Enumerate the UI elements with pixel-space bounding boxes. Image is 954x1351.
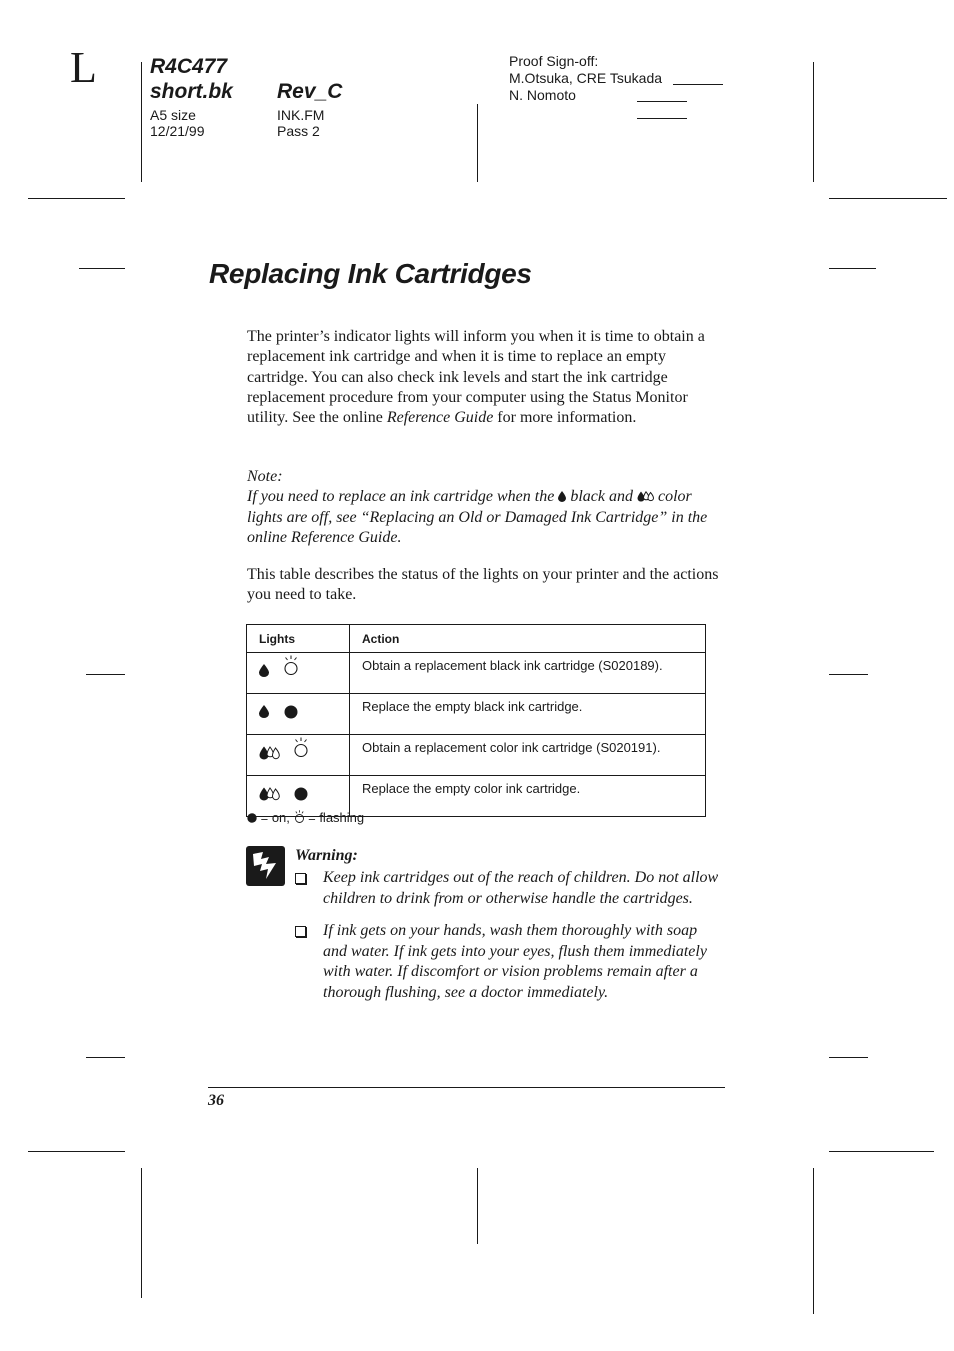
crop-mark — [829, 1057, 868, 1058]
action-column-header: Action — [350, 625, 706, 653]
chapter-letter: L — [70, 43, 97, 92]
flashing-light-icon — [283, 655, 299, 675]
note-block — [247, 467, 727, 548]
warning-item: If ink gets on your hands, wash them thoroughly with soap and water. If ink gets into your eyes, flush them immediately with water. If discomfort or vision problems remain after a thorough flushing, see a doctor immediately. — [323, 922, 707, 1001]
action-cell: Obtain a replacement black ink cartridge (S020189). — [350, 653, 706, 694]
intro-paragraph — [247, 327, 727, 428]
legend-flashing-text: = flashing — [304, 810, 365, 825]
lights-status-table — [246, 624, 706, 817]
crop-mark — [477, 104, 478, 182]
signature-line — [637, 118, 687, 119]
page-size: A5 size — [150, 107, 196, 123]
crop-mark — [86, 674, 125, 675]
footer-rule — [208, 1087, 725, 1088]
proof-signer-1: M.Otsuka, CRE Tsukada — [509, 70, 663, 86]
crop-mark — [813, 62, 814, 182]
page-title: Replacing Ink Cartridges — [209, 258, 532, 289]
crop-mark — [28, 198, 125, 199]
note-body — [247, 487, 727, 548]
crop-mark — [829, 198, 947, 199]
table-intro: This table describes the status of the lights on your printer and the actions you need to take. — [247, 566, 719, 604]
legend-on-text: = on, — [257, 810, 294, 825]
black-drop-icon — [558, 491, 566, 502]
lights-cell — [247, 735, 350, 776]
crop-mark — [829, 268, 876, 269]
reference-guide-emphasis: Reference Guide — [386, 409, 494, 427]
page-number: 36 — [208, 1092, 224, 1109]
proof-title: Proof Sign-off: — [509, 53, 599, 69]
signature-line — [637, 101, 687, 102]
color-drops-icon — [637, 491, 654, 502]
doc-date: 12/21/99 — [150, 123, 205, 139]
crop-mark — [79, 268, 125, 269]
action-cell: Replace the empty color ink cartridge. — [350, 776, 706, 817]
intro-text: The printer’s indicator lights will inform you when it is time to obtain a replacement ink cartridge and when it is time to replace an empty cartridge. You can also check ink levels and start the ink cartridge replacement procedure from your computer using the Status Monitor utility. See the online — [247, 328, 705, 427]
intro-text-end: for more information. — [493, 409, 637, 427]
crop-mark — [477, 1168, 478, 1244]
revision: Rev_C — [277, 80, 343, 103]
crop-mark — [28, 1151, 125, 1152]
action-cell: Obtain a replacement color ink cartridge (S020191). — [350, 735, 706, 776]
crop-mark — [141, 1168, 142, 1298]
file-name: INK.FM — [277, 107, 325, 123]
warning-item: Keep ink cartridges out of the reach of children. Do not allow children to drink from or otherwise handle the cartridges. — [323, 869, 719, 907]
doc-code: R4C477 — [150, 55, 228, 78]
note-text: black and — [566, 488, 637, 506]
warning-label: Warning: — [295, 847, 358, 864]
pass-number: Pass 2 — [277, 123, 320, 139]
crop-mark — [813, 1168, 814, 1314]
table-row — [247, 735, 706, 776]
bullet-box-icon — [295, 926, 306, 937]
flashing-light-icon — [293, 737, 309, 757]
lights-column-header: Lights — [247, 625, 350, 653]
lights-cell — [247, 653, 350, 694]
bullet-box-icon — [295, 873, 306, 884]
action-cell: Replace the empty black ink cartridge. — [350, 694, 706, 735]
crop-mark — [829, 674, 868, 675]
note-text: If you need to replace an ink cartridge when the — [247, 488, 559, 506]
flashing-light-icon — [294, 810, 305, 823]
black-drop-icon — [259, 705, 269, 718]
on-light-icon — [284, 705, 298, 719]
color-drops-icon — [259, 787, 280, 801]
signature-line — [673, 84, 723, 85]
color-drops-icon — [259, 746, 280, 760]
table-header-row — [247, 625, 706, 653]
book-name: short.bk — [150, 80, 233, 103]
note-text: color lights are off, see “Replacing an Old or Damaged Ink Cartridge” in the online Reference Guide. — [247, 488, 708, 546]
lightning-icon — [246, 846, 285, 886]
on-light-icon — [247, 813, 257, 823]
black-drop-icon — [259, 664, 269, 677]
lights-cell — [247, 694, 350, 735]
lights-legend — [247, 810, 364, 826]
crop-mark — [141, 62, 142, 182]
warning-icon — [246, 846, 285, 886]
note-label: Note: — [247, 468, 283, 485]
on-light-icon — [294, 787, 308, 801]
crop-mark — [829, 1151, 934, 1152]
crop-mark — [86, 1057, 125, 1058]
proof-signer-2: N. Nomoto — [509, 87, 576, 103]
table-row — [247, 653, 706, 694]
table-row — [247, 694, 706, 735]
